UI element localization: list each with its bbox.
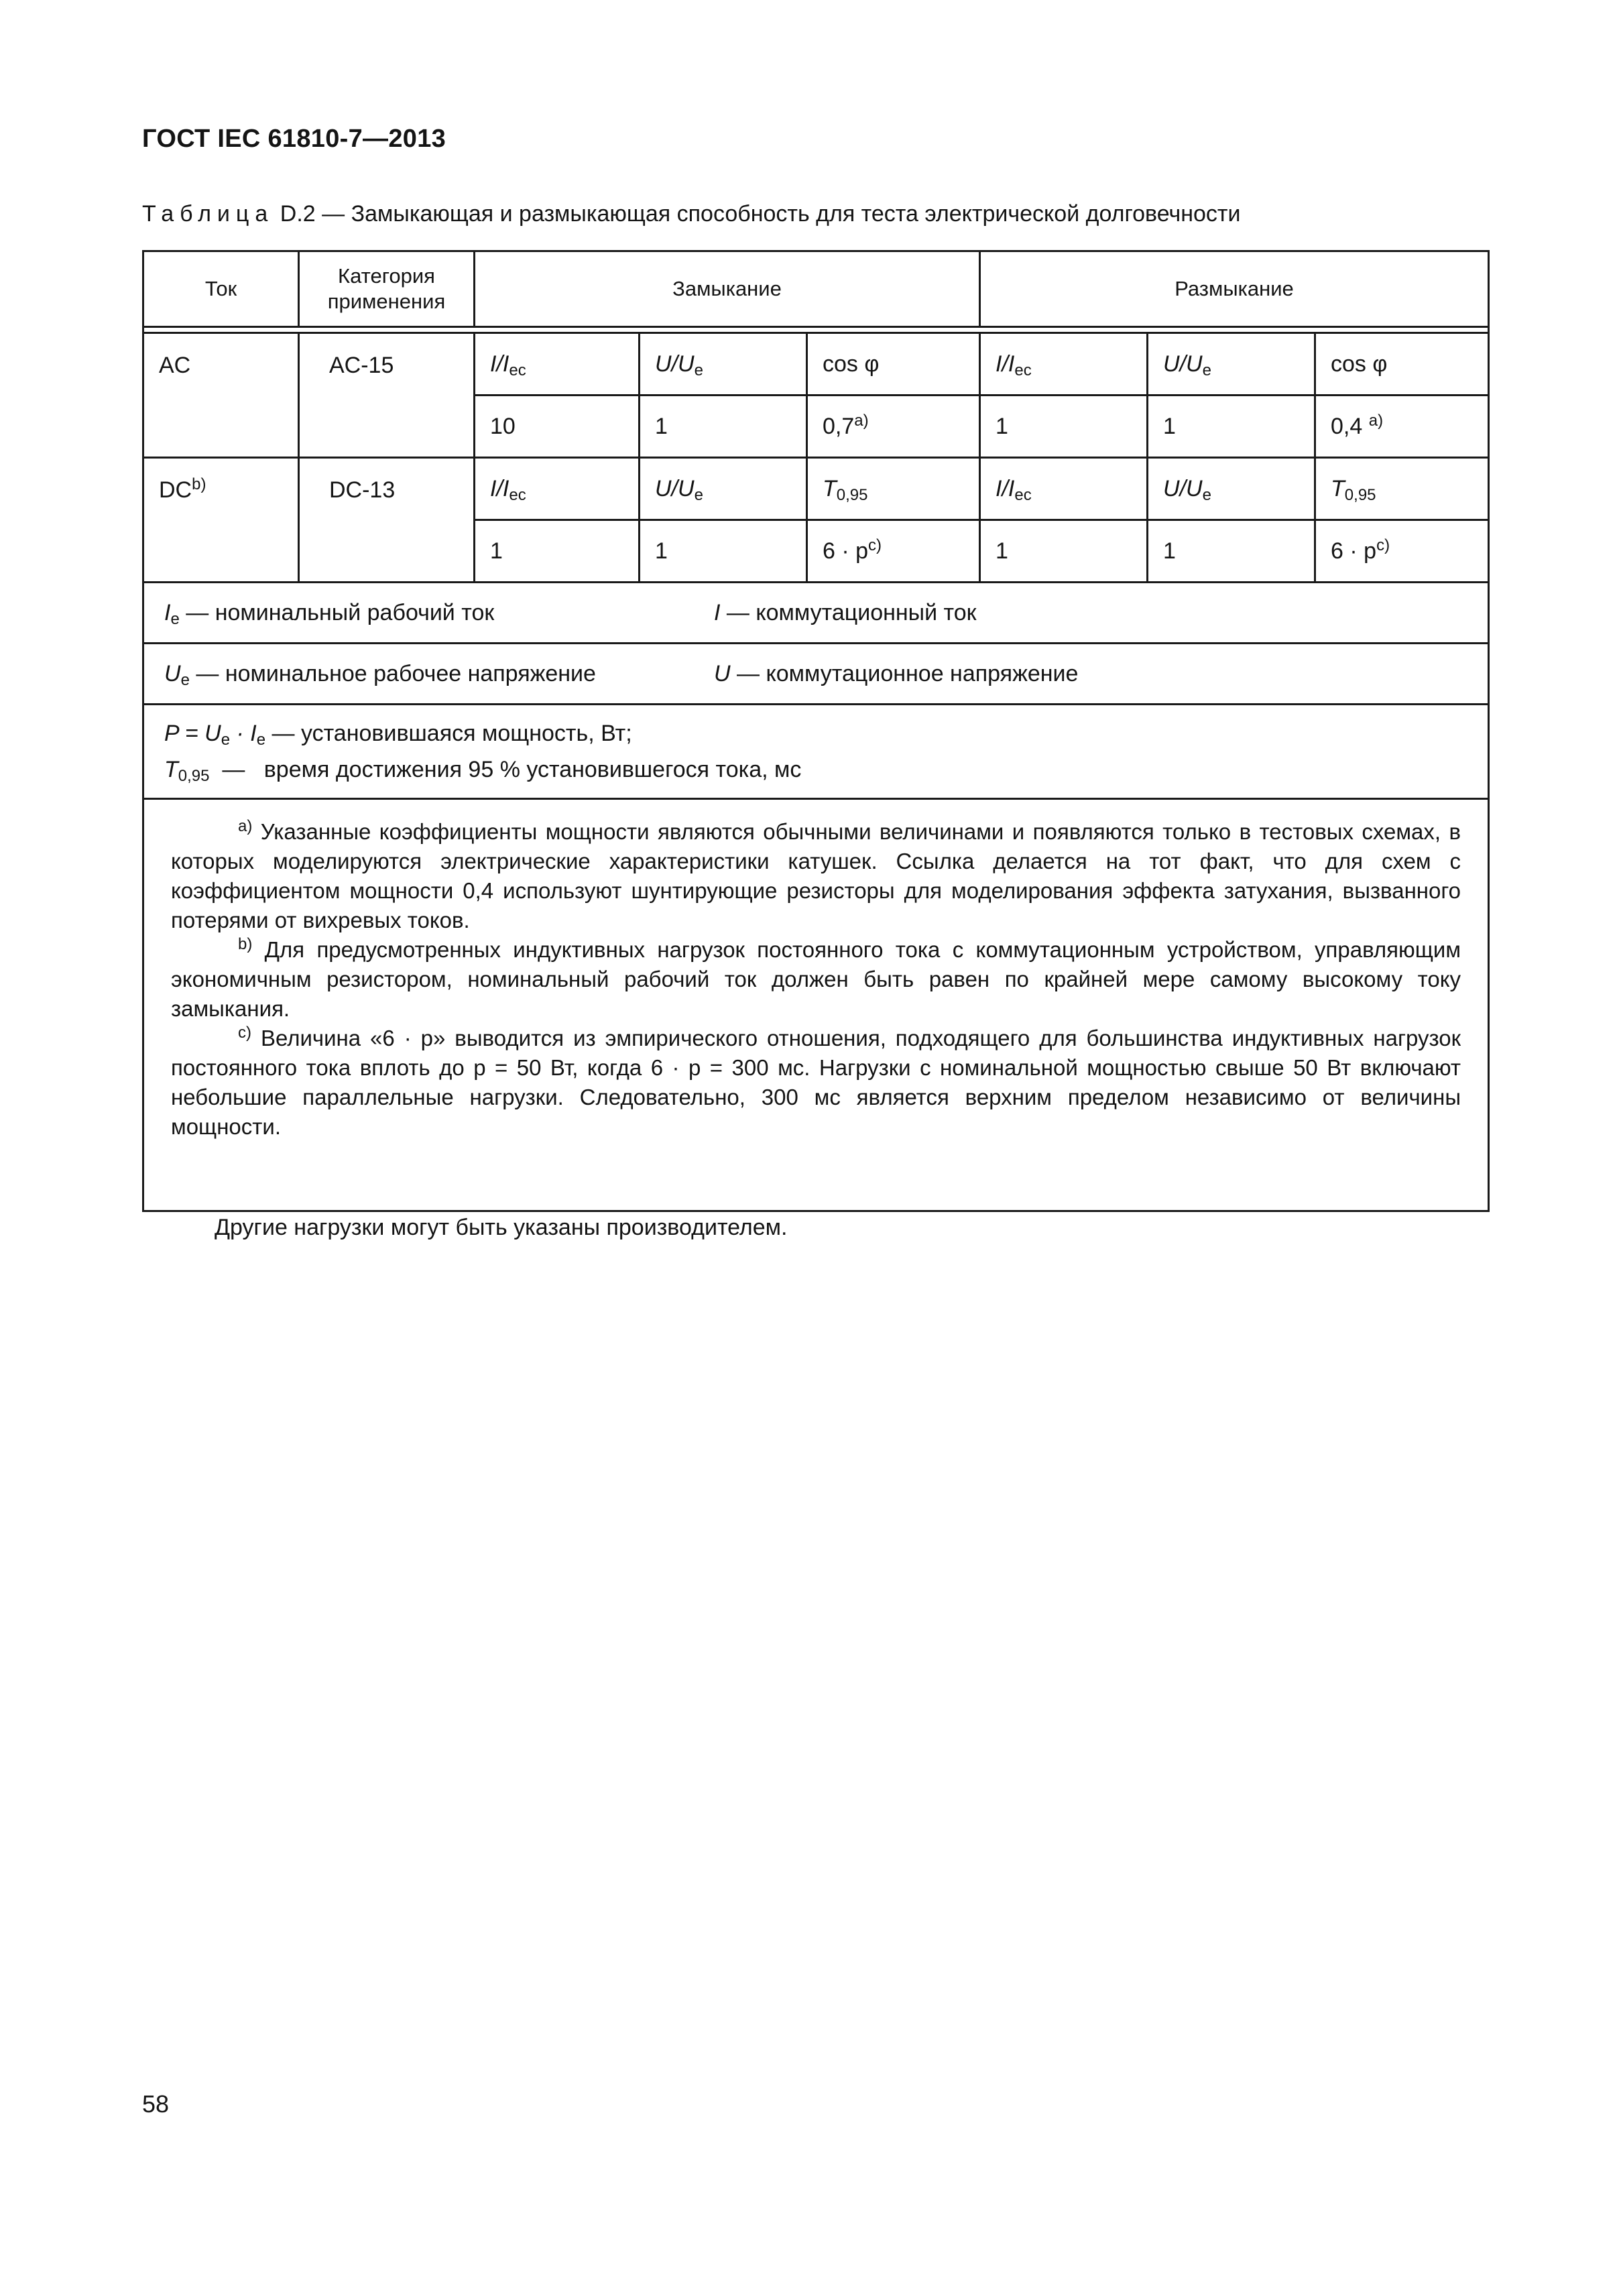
table-row [143,333,1489,396]
cell-category: DC-13 [299,458,475,583]
param-cell: $I/I_{ec}$ [475,458,640,520]
value-cell: 1 [980,396,1148,458]
value-cell: 1 [640,396,807,458]
value-cell: $6 \cdot p^{c)}$ [1315,520,1489,583]
after-table-text: Другие нагрузки могут быть указаны производителем. [215,1215,788,1240]
header-current: Ток [143,251,299,327]
definition-cell: $U_e$ — номинальное рабочее напряжение U — коммутационное напряжение [143,644,1489,705]
page-number: 58 [142,2090,170,2118]
capacity-table [142,250,1488,1212]
value-cell: 10 [475,396,640,458]
param-cell: cos φ [1315,333,1489,396]
value-cell: $6 \cdot p^{c)}$ [807,520,980,583]
notes-row [143,799,1489,1211]
footnote: $^{c)}$ Величина «6 · p» выводится из эмпирического отношения, подходящего для большинства индуктивных нагрузок постоянного тока вплоть до p = 50 Вт, когда 6 · p = 300 мс. Нагрузки с номинальной мощностью свыше 50 Вт включают небольшие параллельные нагрузки. Следовательно, 300 мс является верхним пределом независимо от величины мощности. [171,1024,1461,1139]
cell-category: AC-15 [299,333,475,458]
header-row [143,251,1489,327]
table-caption [142,201,1240,227]
header-separator [143,327,1489,333]
value-cell: 1 [640,520,807,583]
value-cell: 1 [475,520,640,583]
table-row [143,458,1489,520]
document-header: ГОСТ IEC 61810-7—2013 [142,125,446,153]
notes-cell [143,799,1489,1211]
formula-line-time: $T_{0,95}$ — время достижения 95 % установившегося тока, мс [164,757,802,785]
param-cell: $T_{0,95}$ [1315,458,1489,520]
footnote: $^{a)}$ Указанные коэффициенты мощности являются обычными величинами и появляются только в тестовых схемах, в которых моделируются электрические характеристики катушек. Ссылка делается на тот факт, что для схем с коэффициентом мощности 0,4 используют шунтирующие резисторы для моделирования эффекта затухания, вызванного потерями от вихревых токов. [171,817,1461,932]
header-making: Замыкание [475,251,980,327]
param-cell: $T_{0,95}$ [807,458,980,520]
param-cell: $U/U_e$ [640,333,807,396]
param-cell: $U/U_e$ [1148,333,1315,396]
param-cell: $I/I_{ec}$ [475,333,640,396]
formula-cell [143,705,1489,799]
footnote: $^{b)}$ Для предусмотренных индуктивных нагрузок постоянного тока с коммутационным устройством, управляющим экономичным резистором, номинальный рабочий ток должен быть равен по крайней мере самому высокому току замыкания. [171,935,1461,1021]
value-cell: 1 [980,520,1148,583]
header-category: Категория применения [299,251,475,327]
cell-current: AC [143,333,299,458]
formula-row [143,705,1489,799]
value-cell: 1 [1148,520,1315,583]
cell-current: DC$^{b)}$ [143,458,299,583]
value-cell: 1 [1148,396,1315,458]
caption-label: Таблица [142,201,274,227]
definition-row [143,583,1489,644]
header-breaking: Размыкание [980,251,1489,327]
formula-line-power: $P = U_e \cdot I_e$ — установившаяся мощность, Вт; [164,721,632,749]
caption-text: D.2 — Замыкающая и размыкающая способность для теста электрической долговечности [280,201,1241,227]
param-cell: $U/U_e$ [640,458,807,520]
param-cell: $I/I_{ec}$ [980,333,1148,396]
definition-cell: $I_e$ — номинальный рабочий ток I — коммутационный ток [143,583,1489,644]
param-cell: $U/U_e$ [1148,458,1315,520]
param-cell: cos φ [807,333,980,396]
param-cell: $I/I_{ec}$ [980,458,1148,520]
value-cell: 0,7$^{a)}$ [807,396,980,458]
value-cell: 0,4 $^{a)}$ [1315,396,1489,458]
definition-row [143,644,1489,705]
